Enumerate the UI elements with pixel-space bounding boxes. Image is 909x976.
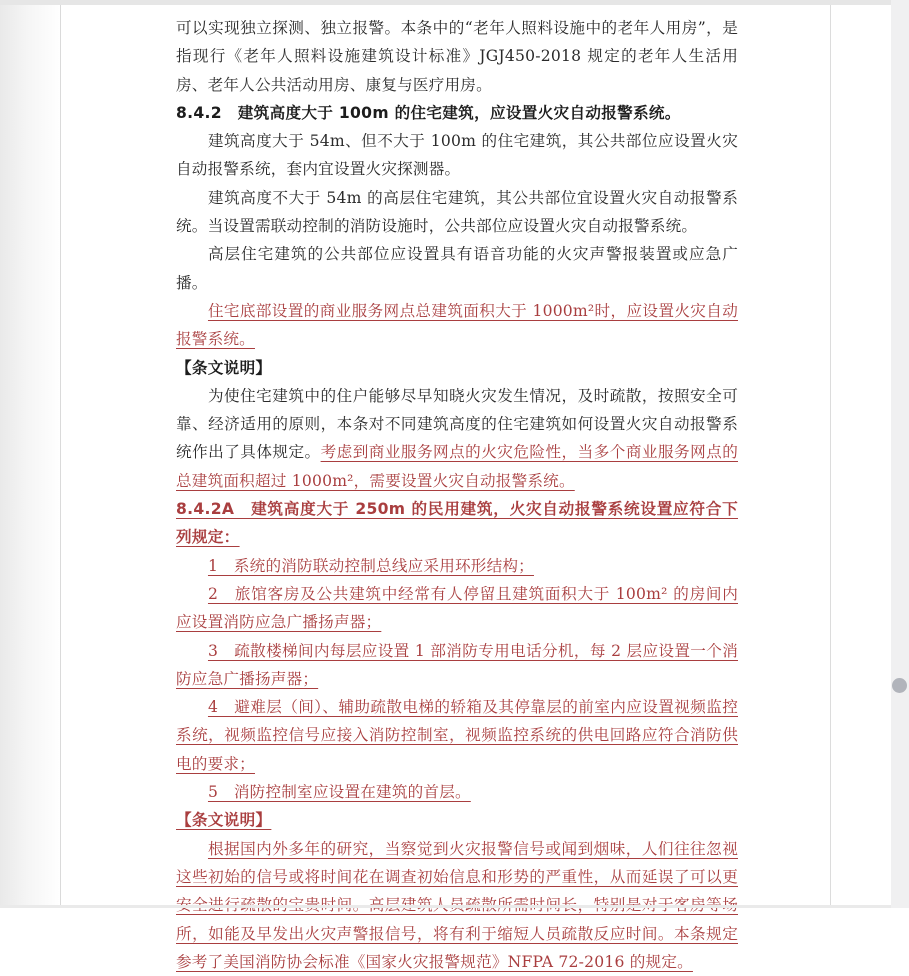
paragraph bbox=[176, 99, 738, 127]
text-segment: 建筑高度大于 54m、但不大于 100m 的住宅建筑，其公共部位应设置火灾自动报警系统，套内宜设置火灾探测器。 bbox=[176, 132, 738, 178]
text-segment: 8.4.2 建筑高度大于 100m 的住宅建筑，应设置火灾自动报警系统。 bbox=[176, 104, 681, 122]
scrollbar-track[interactable] bbox=[891, 0, 909, 908]
paragraph bbox=[176, 184, 738, 241]
text-segment: 2 旅馆客房及公共建筑中经常有人停留且建筑面积大于 100m² 的房间内应设置消防应急广播扬声器； bbox=[176, 585, 738, 631]
paragraph bbox=[176, 806, 738, 834]
paragraph bbox=[176, 637, 738, 694]
text-segment: 可以实现独立探测、独立报警。本条中的“老年人照料设施中的老年人用房”，是指现行《老年人照料设施建筑设计标准》JGJ450-2018 规定的老年人生活用房、老年人公共活动用房、康复与医疗用房。 bbox=[176, 19, 738, 94]
scrollbar-thumb[interactable] bbox=[892, 678, 907, 693]
document-page bbox=[60, 0, 831, 908]
text-segment: 高层住宅建筑的公共部位应设置具有语音功能的火灾声警报装置或应急广播。 bbox=[176, 245, 738, 291]
text-segment: 4 避难层（间）、辅助疏散电梯的轿箱及其停靠层的前室内应设置视频监控系统，视频监控信号应接入消防控制室，视频监控系统的供电回路应符合消防供电的要求； bbox=[176, 698, 738, 773]
paragraph bbox=[176, 297, 738, 354]
paragraph bbox=[176, 580, 738, 637]
paragraph bbox=[176, 14, 738, 99]
text-segment: 1 系统的消防联动控制总线应采用环形结构； bbox=[208, 557, 534, 575]
paragraph bbox=[176, 127, 738, 184]
paragraph bbox=[176, 240, 738, 297]
paragraph bbox=[176, 495, 738, 552]
paragraph bbox=[176, 693, 738, 778]
text-segment: 5 消防控制室应设置在建筑的首层。 bbox=[208, 783, 471, 801]
text-segment: 住宅底部设置的商业服务网点总建筑面积大于 1000m²时，应设置火灾自动报警系统。 bbox=[176, 302, 738, 348]
document-content bbox=[176, 14, 738, 976]
text-segment: 8.4.2A 建筑高度大于 250m 的民用建筑，火灾自动报警系统设置应符合下列规定： bbox=[176, 500, 738, 546]
text-segment: 3 疏散楼梯间内每层应设置 1 部消防专用电话分机，每 2 层应设置一个消防应急广播扬声器； bbox=[176, 642, 738, 688]
text-segment: 【条文说明】 bbox=[176, 359, 271, 377]
text-segment: 考虑到商业服务网点的火灾危险性，当多个商业服务网点的总建筑面积超过 1000m²，需要设置火灾自动报警系统。 bbox=[176, 443, 738, 489]
text-segment: 【条文说明】 bbox=[176, 811, 271, 829]
text-segment: 建筑高度不大于 54m 的高层住宅建筑，其公共部位宜设置火灾自动报警系统。当设置需联动控制的消防设施时，公共部位应设置火灾自动报警系统。 bbox=[176, 189, 738, 235]
paragraph bbox=[176, 552, 738, 580]
paragraph bbox=[176, 778, 738, 806]
paragraph bbox=[176, 354, 738, 382]
page-left-margin bbox=[0, 0, 60, 908]
paragraph bbox=[176, 382, 738, 495]
top-border bbox=[0, 0, 909, 5]
text-segment: 根据国内外多年的研究，当察觉到火灾报警信号或闻到烟味，人们往往忽视这些初始的信号或将时间花在调查初始信息和形势的严重性，从而延误了可以更安全进行疏散的宝贵时间。高层建筑人员疏散所需时间长，特别是对于客房等场所，如能及早发出火灾声警报信号，将有利于缩短人员疏散反应时间。本条规定参考了美国消防协会标准《国家火灾报警规范》NFPA 72-2016 的规定。 bbox=[176, 840, 738, 971]
text-segment: 为使住宅建筑中的住户能够尽早知晓火灾发生情况，及时疏散，按照安全可靠、经济适用的原则，本条对不同建筑高度的住宅建筑如何设置火灾自动报警系统作出了具体规定。 bbox=[176, 387, 738, 462]
